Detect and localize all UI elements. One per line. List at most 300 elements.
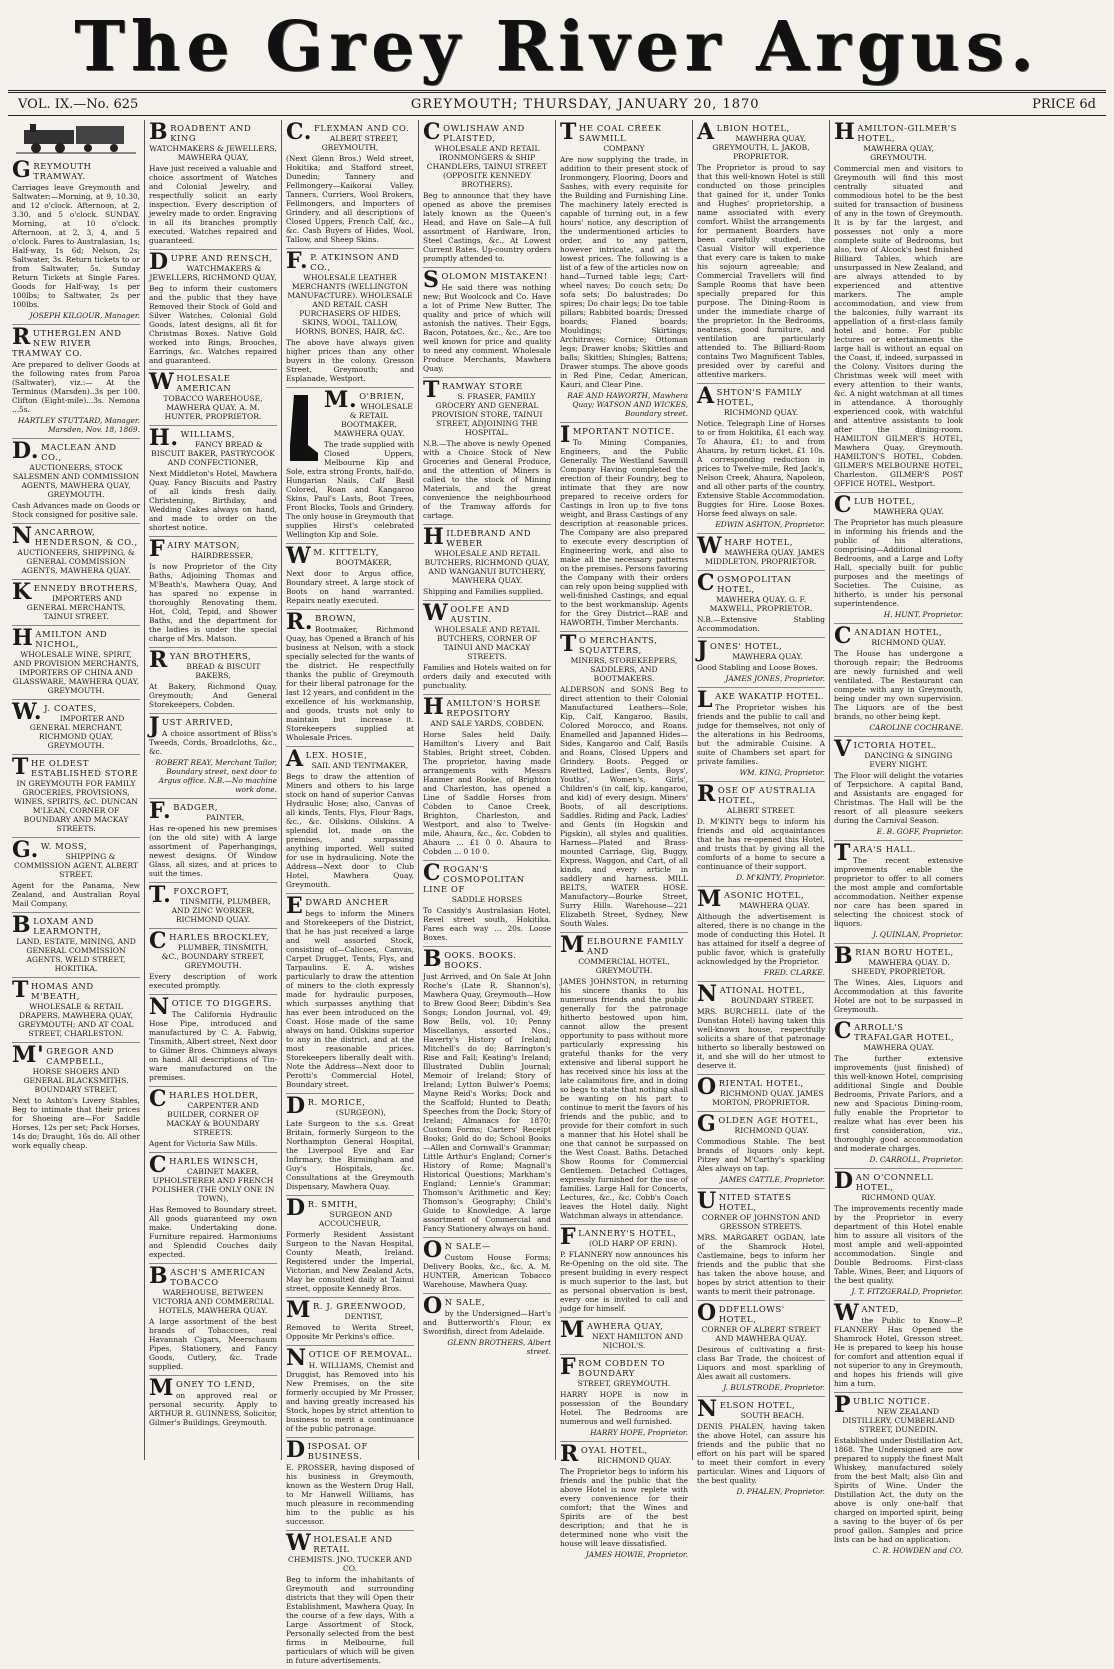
advertisement [12,913,140,978]
ad-body: Although the advertisement is altered, there is no change in the mode of conducting this Hotel. It has attained for itself a degree of public favor, which is gratefully acknowledged by the Proprietor. [697,912,825,966]
advertisement [560,933,688,1225]
ad-title: T.FOXCROFT, [149,882,230,908]
ad-signature: JAMES HOWIE, Proprietor. [585,1550,688,1559]
ad-body: Next door to Argus office, Boundary street. A large stock of Boots on hand warranted. Repairs neatly executed. [286,569,414,605]
ad-title: COWLISHAW AND PLAISTED, [423,119,525,145]
ad-body: P. FLANNERY now announces his Re-Opening on the old site. The present building in every respect is much superior to the last, but as personal observation is best, every one is invited to call and judge for himself. [560,1250,688,1313]
ad-title: F.BADGER, [149,798,219,824]
ad-body: To Cassidy's Australasian Hotel, Revel street south, Hokitika. Fares each way ... 20s. Loose Boxes. [423,906,551,942]
ad-signature: H. HUNT, Proprietor. [883,610,963,619]
ad-subtitle: MAWHERA QUAY. D. SHEEDY, PROPRIETOR. [851,958,950,976]
ad-subtitle: RICHMOND QUAY. [861,1193,936,1202]
ad-title: CHARLES HOLDER, [149,1086,259,1112]
ad-signature: C. R. HOWDEN and CO. [872,1546,963,1555]
advertisement [149,1153,277,1264]
ad-title: CANADIAN HOTEL, [834,623,943,649]
ad-title: G.W. MOSS, [12,837,88,863]
ad-title: WHOLESALE AND RETAIL [286,1530,393,1556]
advertisement [423,695,551,861]
ad-title: GOLDEN AGE HOTEL, [697,1111,819,1137]
ad-body: (Next Glenn Bros.) Weld street, Hokitika; and Stafford street, Dunedin; Tannery and Fellmongery—Kaikorai Valley. Tanners, Curriers, Wool Brokers, Fellmongers, and Importers of Grindery, and all descriptions of Closed Uppers, French Calf, &c., &c. Cash Buyers of Hides, Wool, Tallow, and Sheep Skins. [286,154,414,244]
ad-title: ON SALE, [423,1293,486,1319]
masthead-title: The Grey River Argus. [74,7,1040,87]
ad-title: HAMILTON AND NICHOL, [12,625,108,651]
ad-body: Custom House Forms; Delivery Books, &c., &c. A. M. HUNTER, American Tobacco Warehouse, Mawhera Quay. [423,1253,551,1289]
ad-body: Commercial men and visitors to Greymouth will find this most centrally situated and commodious hotel to be the best suited for transaction of business of any in the town of Greymouth. It is by far the largest, and possesses not only a more complete suite of Bedrooms, but also, two of Alcock's best finished Billiard Tables, which are unsurpassed in New Zealand, and are always attended to by experienced and attentive markers. The ample accommodation, and view from the balconies, fully warrant its appellation of a first-class family hotel and home. For public lectures or entertainments the large hall is without an equal on the Coast, if, indeed, surpassed in the Colony. Visitors during the Christmas week will meet with every attention to their wants, &c. A night watchman at all times in attendance. A thoroughly experienced cook, with watchful and attentive assistants to look after the dining-room. HAMILTON GILMER'S HOTEL, Mawhera Quay, Greymouth. HAMILTON'S HOTEL, Cobden. GILMER'S MELBOURNE HOTEL, Charleston. GILMER'S POST OFFICE HOTEL, Westport. [834,164,963,488]
column-6 [693,119,830,1496]
advertisement [286,747,414,894]
ad-body: Notice. Telegraph Line of Horses to or from Hokitika, £1 each way. To Ahaura, £1; to and from Ahaura, by return ticket, £1 10s. A corresponding reduction in prices to Twelve-mile, Red Jack's, Nelson Creek, Ahaura, Napoleon, and all other parts of the country. Extensive Stable Accommodation. Buggies for Hire. Loose Boxes. Horse feed always on sale. [697,419,825,518]
ad-subtitle: STREET, GREYMOUTH. [577,1379,671,1388]
advertisement [286,1438,414,1531]
ad-signature: JAMES JONES, Proprietor. [725,674,825,683]
ad-title: SOLOMON MISTAKEN! [423,267,548,293]
ad-title: PUBLIC NOTICE. [834,1392,931,1418]
ad-title: FLANNERY'S HOTEL, [560,1224,677,1250]
advertisement [423,861,551,947]
ad-body: Is now Proprietor of the City Baths, Adjoining Thomas and M'Beath's, Mawhera Quay, And has spared no expense in thoroughly Renovating them. Hot, Cold, Tepid, and Shower Baths, and the department for the ladies is under the special charge of Mrs. Matson. [149,562,277,643]
advertisement [149,1264,277,1376]
ad-body: begs to inform the Miners and Storekeepers of the District, that he has just received a large and well assorted Stock, consisting of—Calicoes, Canvas, Carpet Drugget, Tents, Flys, and Tarpaulins. E. A. wishes particularly to draw the attention of miners to the cloth expressly made for hydraulic purposes, which surpasses anything that has ever been introduced on the Coast. Hose made of the same always on hand. Oilskins superior to any in the district, and at the most reasonable prices. Storekeepers liberally dealt with. Note the Address—Next door to Perotti's Commercial Hotel, Boundary street. [286,909,414,1089]
ad-title: WHOLESALE AMERICAN [149,369,232,395]
ad-title: R.BROWN, [286,609,357,635]
ad-body: Formerly Resident Assistant Surgeon to the Navan Hospital, County Meath, Ireland. Registered under the Imperial, Victorian, and New Zealand Acts, May be consulted daily at Tainui street, opposite Kennedy Bros. [286,1230,414,1293]
ad-title: CHARLES WINSCH, [149,1152,259,1178]
advertisement [697,688,825,782]
advertisement [560,1318,688,1355]
ad-subtitle: MAWHERA QUAY. [873,507,944,516]
advertisement [286,894,414,1094]
ad-title: ODDFELLOWS' HOTEL, [697,1300,785,1326]
advertisement [286,1298,414,1346]
ad-title: KENNEDY BROTHERS, [12,579,138,605]
ad-title: MELBOURNE FAMILY AND [560,932,684,958]
advertisement [286,249,414,388]
ad-body: The further extensive improvements (just finished) of this well-known Hotel, comprising additional Single and Double Bedrooms, Private Parlors, and a new and Spacious Dining-room, fully enable the Proprietor to realize what has ever been his first consideration, viz., thoroughly good accommodation and moderate charges. [834,1054,963,1153]
ad-title: ROYAL HOTEL, [560,1441,648,1467]
ad-subtitle: MAWHERA QUAY, GREYMOUTH. [863,144,934,162]
advertisement [149,929,277,995]
advertisement [149,799,277,883]
ad-subtitle: NEW ZEALAND DISTILLERY, CUMBERLAND STREET, DUNEDIN. [842,1407,955,1434]
ad-body: Carriages leave Greymouth and Saltwater:—Morning, at 9, 10.30, and 12 o'clock. Afternoon, at 2, 3.30, and 5 o'clock. SUNDAY. Morning, at 10 o'clock. Afternoon, at 2, 3, 4, and 5 o'clock. Fares to Australasian, 1s; Half-way, 1s 6d; Nelson, 2s; Saltwater, 3s. Return tickets to or from Saltwater, 5s. Sunday Return Tickets at Single Fares. Goods for Half-way, 1s per 100lbs; to Saltwater, 2s per 100lbs. [12,183,140,309]
ad-title: RUTHERGLEN AND NEW RIVER TRAMWAY CO. [12,324,122,358]
advertisement [149,120,277,250]
ad-subtitle: HORSE SHOERS AND GENERAL BLACKSMITHS, BOUNDARY STREET, [23,1067,129,1094]
volume-number: VOL. IX.—No. 625 [18,96,139,112]
ad-body: ALDERSON and SONS Beg to direct attention to their Colonial Manufactured Leathers—Sole, Kip, Calf, Kangaroo, Basils, Colored Morocco, and Roans. Enamelled and Japanned Hides—Sides, Kangaroo and Calf, Basils and Roans, Closed Uppers and Grindery. Boots. Pegged or Rivetted, Ladies', Gents, Boys', Youths', Women's, Girls', Children's (in calf, kip, kangaroo, and kid) of every design. Miners' Boots, of all descriptions. Saddles. Riding and Pack, Ladies' and Gents (in Hogskin and Pigskin), all styles and qualities. Harness—Plated and Brass-mounted Carriage, Gig, Buggy, Express, Waggon, and Cart, of all kinds, and every article in saddlery and harness. MILL BELTS, WATER HOSE. Manufactory—Bourke Street, Surry Hills. Warehouse—221 Elizabeth Street, Sydney, New South Wales. [560,685,688,928]
ad-title: DAN O'CONNELL HOTEL, [834,1168,934,1194]
ad-title: WOOLFE AND AUSTIN. [423,600,510,626]
ad-body: Bootmaker, Richmond Quay, has Opened a Branch of his business at Nelson, with a stock specially selected for the wants of the district. He respectfully thanks the public of Greymouth for their liberal patronage for the last 12 years, and confident in the excellence of his workmanship, and goods, trusts not only to maintain but increase it. Storekeepers supplied at Wholesale Prices. [286,625,414,742]
advertisement [697,571,825,638]
advertisement [834,1169,963,1301]
ad-subtitle: IN GREYMOUTH FOR FAMILY GROCERIES, PROVISIONS, WINES, SPIRITS, &C. DUNCAN M'LEAN, CORNER OF BOUNDARY AND MACKAY STREETS. [14,779,138,833]
ad-title: WANTED, [834,1300,900,1326]
ad-signature: JOSEPH KILGOUR, Manager. [29,311,140,320]
ad-subtitle: BOUNDARY STREET. [730,996,814,1005]
advertisement [697,982,825,1075]
ad-body: The Proprietor is proud to say that this well-known Hotel is still conducted on those principles that gained for it, under Tonks and Hughes' proprietorship, a name associated with every comfort. Whilst the arrangements for permanent Boarders have been carefully studied, the Casual Visitor will experience that every care is taken to make his sojourn agreeable; and Commercial Travellers will find Sample Rooms that have been specially prepared for this purpose. The Dining-Room is under the immediate charge of the proprietor. In the Bedrooms, neatness, good furniture, and ventilation are particularly attended to. The Billiard-Room contains Two Magnificent Tables, presided over by careful and attentive markers. [697,163,825,379]
ad-title: BASCH'S AMERICAN TOBACCO [149,1263,266,1289]
ad-title: D.MACLEAN AND CO., [12,438,117,464]
ad-subtitle: (OLD HARP OF ERIN). [588,1239,678,1248]
advertisement [697,1112,825,1189]
ad-title: TO MERCHANTS, SQUATTERS, [560,631,658,657]
ad-body: At Bakery, Richmond Quay, Greymouth; And General Storekeepers, Cobden. [149,682,277,709]
advertisement [560,120,688,423]
ad-title: CROGAN'S COSMOPOLITAN LINE OF [423,860,525,894]
ad-title: RYAN BROTHERS, [149,647,252,673]
tram-engine-icon [12,120,140,154]
advertisement [286,544,414,610]
advertisement [286,1196,414,1298]
ad-signature: HARTLEY STUTTARD, Manager. Marsden, Nov. 18, 1869. [17,416,140,434]
ad-subtitle: FANCY BREAD & BISCUIT BAKER, PASTRYCOOK AND CONFECTIONER, [151,440,275,467]
ad-title: ROSE OF AUSTRALIA HOTEL, [697,781,816,807]
ad-body: JAMES JOHNSTON, in returning his sincere thanks to his numerous friends and the public generally for the patronage hitherto bestowed upon him, cannot allow the present opportunity to pass without more particularly expressing his grateful thanks for the very extensive and liberal support he has received since his loss at the late calamitous fire, and in doing so begs to state that nothing shall be wanting on his part to continue to merit the favors of his friends and the public, and to provide for their comfort in such a manner that his Hotel shall be one that cannot be surpassed on the West Coast. Baths. Detached Show Rooms for Commercial Gentlemen. Detached Cottages, expressly furnished for the use of families. Large Hall for Concerts, Lectures, &c., &c. Cobb's Coach leaves the Hotel daily. Night Watchman always in attendance. [560,977,688,1220]
ad-title: MAWHERA QUAY, [560,1317,664,1343]
ad-subtitle: WAREHOUSE, BETWEEN VICTORIA AND COMMERCIAL HOTELS, MAWHERA QUAY. [152,1288,274,1315]
ad-title: CHARLES BROCKLEY, [149,928,270,954]
ad-subtitle: PLUMBER, TINSMITH, &C., BOUNDARY STREET, GREYMOUTH. [161,943,269,970]
ad-title: NANCARROW, HENDERSON, & CO., [12,523,138,549]
ad-subtitle: WATCHMAKERS & JEWELLERS, RICHMOND QUAY, [149,264,277,282]
column-7 [830,119,967,1555]
ad-body: The recent extensive improvements enable the proprietor to offer to all comers the most ample and comfortable accommodation. Neither expense nor care has been spared in selecting the choicest stock of liquors. [834,856,963,928]
ad-subtitle: COMPANY [603,144,645,153]
ad-body: Desirous of cultivating a first-class Bar Trade, the choicest of Liquors and most sparkling of Ales await all customers. [697,1345,825,1381]
ad-body: Next to Ashton's Livery Stables, Beg to intimate that their prices for Shoeing are—For Saddle Horses, 12s per set; Pack Horses, 14s do; Draught, 16s do. All other work equally cheap. [12,1096,140,1150]
ad-signature: HARRY HOPE, Proprietor. [590,1428,688,1437]
advertisement [149,250,277,370]
columns [8,119,1106,1665]
advertisement [423,947,551,1238]
ad-body: Beg to inform the inhabitants of Greymouth and surrounding districts that they will Open their Establishment, Mawhera Quay, In the course of a few days, With a Large Assortment of Stock, Personally selected from the best firms in Melbourne, full particulars of which will be given in future advertisements. [286,1575,414,1665]
advertisement [423,525,551,601]
advertisement [697,534,825,571]
ad-title: CARROLL'S TRAFALGAR HOTEL, [834,1018,955,1044]
ad-title: HILDEBRAND AND WEBER [423,524,532,550]
ad-title: HAMILTON-GILMER'S HOTEL, [834,119,958,145]
ad-title: MONEY TO LEND, [149,1375,256,1401]
advertisement [423,268,551,378]
ad-subtitle: CORNER OF ALBERT STREET AND MAWHERA QUAY. [701,1325,821,1343]
ad-subtitle: WHOLESALE AND RETAIL IRONMONGERS & SHIP CHANDLERS, TAINUI STREET (OPPOSITE KENNEDY BROTHERS), [426,144,548,189]
ad-signature: EDWIN ASHTON, Proprietor. [715,520,825,529]
ad-signature: D. M'KINTY, Proprietor. [736,873,825,882]
ad-title: COSMOPOLITAN HOTEL, [697,570,792,596]
ad-body: Established under Distillation Act, 1868. The Undersigned are now prepared to supply the finest Malt Whiskey, manufactured solely from the best Malt; also Gin and Spirits of Wine. Under the Distillation Act, the duty on the above is only one-half that charged on imported spirit, being a saving to the buyer of 6s per proof gallon. Samples and price lists can be had on application. [834,1436,963,1544]
ad-subtitle: MAWHERA QUAY. [732,652,803,661]
ad-subtitle: (SURGEON), [335,1108,386,1117]
ad-signature: J. BULSTRODE, Proprietor. [723,1383,825,1392]
ad-body: The Proprietor wishes his friends and the public to call and judge for themselves, not only of the alterations in his Bedrooms, but the admirable Cuisine. A suite of Chambers set apart for private families. [697,703,825,766]
advertisement [149,883,277,929]
ad-body: DENIS PHALEN, having taken the above Hotel, can assure his friends and the public that no effort on his part will be spared to meet their comfort in every particular. Wines and Liquors of the best quality. [697,1422,825,1485]
ad-title: WM. KITTELTY, [286,543,379,569]
ad-subtitle: DANCING & SINGING EVERY NIGHT. [864,751,953,769]
advertisement [560,1225,688,1318]
ad-body: The Proprietor begs to inform his friends and the public that the above Hotel is now replete with every convenience for their comfort; that the Wines and Spirits are of the best description; and that he is determined none who visit the house will leave dissatisfied. [560,1467,688,1548]
ad-subtitle: ALBERT STREET, GREYMOUTH, [321,134,399,152]
ad-title: DR. SMITH, [286,1195,358,1221]
ad-signature: FRED. CLARKE. [763,968,825,977]
ad-title: BROADBENT AND KING [149,119,252,145]
ad-body: To Mining Companies, Engineers, and the Public Generally. The Westland Sawmill Company Having completed the erection of their Foundry, beg to intimate that they are now prepared to receive orders for Castings in Iron up to five tons weight, and Brass Castings of any description at reasonable prices. The Company are also prepared to execute every description of Engineering work, and also to make all the necessary patterns on the premises. Persons favoring the Company with their orders can rely upon being supplied with well-finished Castings, and equal to the best workmanship. Agents for the Grey District—RAE and HAWORTH, Timber Merchants. [560,438,688,627]
ad-body: A choice assortment of Bliss's Tweeds, Cords, Broadcloths, &c., &c. [149,729,277,756]
advertisement [149,537,277,648]
advertisement [834,737,963,841]
ad-body: N.B.—The above is newly Opened with a Choice Stock of New Groceries and General Produce, and the attention of Miners is called to the stock of Mining Materials, and the great convenience the neighbourhood of the Tramway affords for cartage. [423,439,551,520]
ad-subtitle: MAWHERA QUAY. G. F. MAXWELL, PROPRIETOR. [709,595,813,613]
advertisement [697,384,825,534]
dateline [8,90,1106,116]
advertisement [697,1301,825,1397]
ad-subtitle: CORNER OF JOHNSTON AND GRESSON STREETS. [701,1213,821,1231]
ad-signature: ROBERT REAY, Merchant Tailor, Boundary street, next door to Argus office. N.B.—No machine work done. [155,758,277,794]
ad-body: The Proprietor has much pleasure in informing his friends and the public of his alterations, comprising—Additional Bedrooms, and a Large and Lofty Hall, specially built for public purposes and the meetings of Societies. The Cuisine, as hitherto, is under his personal superintendence. [834,518,963,608]
ad-title: M'GREGOR AND CAMPBELL, [12,1042,115,1068]
ad-signature: J. QUINLAN, Proprietor. [872,930,963,939]
ad-body: by the Undersigned—Hart's and Butterworth's Flour, ex Swordfish, direct from Adelaide. [423,1309,551,1336]
ad-body: Are now supplying the trade, in addition to their present stock of Ironmongery, Flooring, Doors and Sashes, with every requisite for the Building and Furnishing Line. The machinery lately erected is capable of turning out, in a few hours' notice, any description of the undermentioned articles to order, and to any pattern, however intricate, and at the lowest prices. The following is a list of a few of the articles now on hand—Turned table legs; Cart-wheel naves; Do couch sets; Do sofa sets; Do balustrades; Do spires; Do chair legs; Do toe table pillars; Rabbited boards; Dressed boards; Flaned boards; Mouldings; Skirtings; Architraves; Cornice; Ottoman legs; Drawer knobs; Skittles and balls; Skittles; Shingles; Battens; Drawer stumps. The above goods in Red Pine, Cedar, American, Kauri, and Clear Pine. [560,155,688,389]
ad-title: BRIAN BORU HOTEL, [834,943,954,969]
ad-title: BOOKS. BOOKS. BOOKS. [423,946,517,972]
advertisement [423,1238,551,1294]
ad-subtitle: AUCTIONEERS, SHIPPING, & GENERAL COMMISSION AGENTS, MAWHERA QUAY. [17,548,135,575]
ad-body: MRS. BURCHELL (late of the Dunstan Hotel) having taken this well-known house, respectfully solicits a share of that patronage hitherto so liberally bestowed on it, and she will do her utmost to deserve it. [697,1007,825,1070]
ad-body: MRS. MARGARET OGDAN, late of the Shamrock Hotel, Castlemaine, begs to inform her friends and the public that she has taken the above house, and hopes by strict attention to their wants to merit their patronage. [697,1233,825,1296]
ad-body: The improvements recently made by the Proprietor in every department of this Hotel enable him to assure all visitors of the most ample and well-appointed accommodation. Single and Double Bedrooms. First-class Table, Wines, Beer, and Liquors of the best quality. [834,1204,963,1285]
ad-subtitle: SURGEON AND ACCOUCHEUR, [318,1210,393,1228]
ad-title: NOTICE TO DIGGERS. [149,994,272,1020]
advertisement [423,601,551,695]
advertisement [286,1346,414,1438]
advertisement [423,1294,551,1360]
ad-body: Beg to announce that they have opened as above the premises lately known as the Queen's Head, and Have on Sale—A full assortment of Hardware, Iron, Steel Castings, &c., At Lowest Current Rates. Up-country orders promptly attended to. [423,191,551,263]
ad-title: JUST ARRIVED, [149,713,234,739]
ad-subtitle: CARPENTER AND BUILDER, CORNER OF MACKAY & BOUNDARY STREETS. [166,1101,260,1137]
ad-title: JONES' HOTEL, [697,637,783,663]
ad-subtitle: IMPORTER AND GENERAL MERCHANT, RICHMOND QUAY, GREYMOUTH. [29,714,125,750]
ad-body: Agent for Victoria Saw Mills. [149,1139,258,1148]
ad-title: THE OLDEST ESTABLISHED STORE [12,754,139,780]
ad-body: Removed to Werita Street, Opposite Mr Perkins's office. [286,1323,414,1341]
ad-title: IMPORTANT NOTICE. [560,422,675,448]
ad-subtitle: DENTIST, [344,1312,383,1321]
advertisement [12,524,140,580]
ad-subtitle: LAND, ESTATE, MINING, AND GENERAL COMMISSION AGENTS, WELD STREET, HOKITIKA. [16,937,136,973]
ad-subtitle: MAWHERA QUAY, GREYMOUTH, L. JAKOB, PROPRIETOR. [712,134,810,161]
ad-subtitle: SAIL AND TENTMAKER, [311,761,409,770]
ad-title: ORIENTAL HOTEL, [697,1074,804,1100]
ad-body: Has re-opened his new premises (on the old site) with A large assortment of Paperhangings, newest designs. Of Window Glass, all sizes, and at prices to suit the times. [149,824,277,878]
advertisement [697,887,825,982]
advertisement [286,388,414,544]
advertisement [286,120,414,249]
ad-body: HARRY HOPE is now in possession of the Boundary Hotel. The Bedrooms are numerous and well furnished. [560,1390,688,1426]
advertisement [149,648,277,714]
ad-subtitle: CABINET MAKER, UPHOLSTERER AND FRENCH POLISHER (THE ONLY ONE IN TOWN), [151,1167,275,1203]
ad-body: Good Stabling and Loose Boxes. [697,663,818,672]
ad-subtitle: BOOTMAKER, [335,558,392,567]
ad-subtitle: RICHMOND QUAY. [734,1126,809,1135]
column-1 [8,120,145,1460]
ad-subtitle: AND SALE YARDS, COBDEN. [430,719,544,728]
advertisement [423,120,551,268]
ad-title: CLUB HOTEL, [834,492,916,518]
ad-signature: J. T. FITZGERALD, Proprietor. [851,1287,963,1296]
ad-body: The Wines, Ales, Liquors and Accommodation at this favorite Hotel are not to be surpassed in Greymouth. [834,978,963,1014]
ad-body: on approved real or personal security. Apply to ARTHUR R. GUINNESS, Solicitor, Gilmer's Buildings, Greymouth. [149,1391,277,1427]
ad-title: TRAMWAY STORE [423,377,523,403]
ad-title: EDWARD ANCHER [286,893,389,919]
ad-body: Have just received a valuable and choice assortment of Watches and Colonial Jewelry, and respectfully solicit an early inspection. Every description of jewelry made to order. Engraving in all its branches promptly executed. Watches repaired and guaranteed. [149,164,277,245]
ad-title: M.O'BRIEN, [324,387,405,413]
ad-subtitle: WHOLESALE LEATHER MERCHANTS (WELLINGTON MANUFACTURE). WHOLESALE AND RETAIL CASH PURCHASERS OF HIDES, SKINS, WOOL, TALLOW, HORNS, BONES, HAIR, &C. [287,273,413,336]
advertisement [286,1094,414,1196]
ad-subtitle: BREAD & BISCUIT BAKERS, [186,662,261,680]
ad-title: TARA'S HALL. [834,840,916,866]
ad-subtitle: RICHMOND QUAY. [871,638,946,647]
ad-title: GREYMOUTH TRAMWAY. [12,157,92,183]
ad-title: ALEX. HOSIE, [286,746,368,772]
ad-signature: CAROLINE COCHRANE. [869,723,963,732]
ad-body: He said there was nothing new; But Woolcock and Co. Have a lot of Prime New Butter, The quality and price of which will astonish the natives. Their Eggs, Bacon, Potatoes, &c., &c., Are too well known for price and quality to need any comment. Wholesale Produce Merchants, Mawhera Quay. [423,283,551,373]
advertisement [12,700,140,755]
ad-signature: E. B. GOFF, Proprietor. [876,827,963,836]
ad-subtitle: RICHMOND QUAY. [723,408,799,417]
ad-subtitle: WHOLESALE & RETAIL BOOTMAKER, MAWHERA QUAY. [333,402,413,438]
advertisement [560,1355,688,1442]
ad-title: NATIONAL HOTEL, [697,981,806,1007]
advertisement [12,1043,140,1154]
ad-signature: RAE AND HAWORTH, Mawhera Quay; WATSON AND WICKES, Boundary street. [567,391,688,418]
ad-body: N.B.—Extensive Stabling Accommodation. [697,615,825,633]
advertisement [697,1189,825,1301]
advertisement [149,1376,277,1431]
ad-body: E. PROSSER, having disposed of his business in Greymouth, known as the Western Drug Hall, to Mr Hanwell Williams, has much pleasure in recommending him to the public as his successor. [286,1463,414,1526]
ad-title: ASHTON'S FAMILY HOTEL, [697,383,803,409]
ad-subtitle: MAWHERA QUAY. [863,1043,934,1052]
advertisement [12,755,140,838]
column-2 [145,120,282,1460]
ad-body: H. WILLIAMS, Chemist and Druggist, has Removed into his New Premises, on the site formerly occupied by Mr Prosser, and having greatly increased his Stock, hopes by strict attention to business to merit a continuance of the public patronage. [286,1361,414,1433]
advertisement [834,841,963,944]
advertisement [12,158,140,325]
price: PRICE 6d [1032,96,1096,112]
ad-body: Horse Sales held Daily. Hamilton's Livery and Bait Stables, Bright street, Cobden. The proprietor, having made arrangements with Messrs Hanmer and Rooke, of Brighton and Charleston, has opened a Line of Saddle Horses from Cobden to Canoe Creek, Brighton, Charleston, and Westport, and also to Twelve-mile, Ahaura, &c., &c. Cobden to Ahaura ... £1 0 0. Ahaura to Cobden ... 0 10 0. [423,730,551,856]
advertisement [286,610,414,747]
ad-title: DUPRE AND RENSCH, [149,249,273,275]
advertisement [560,632,688,933]
ad-subtitle: PAINTER, [205,813,245,822]
ad-subtitle: WATCHMAKERS & JEWELLERS, MAWHERA QUAY, [149,144,277,162]
ad-signature: D. CARROLL, Proprietor. [869,1155,963,1164]
advertisement [834,1393,963,1559]
advertisement [12,838,140,913]
ad-subtitle: CHEMISTS. JNO. TUCKER AND CO. [288,1555,412,1573]
ad-body: Are prepared to deliver Goods at the following rates from Paroa (Saltwater), viz.:— At the Terminus (Marsden)..3s per 100. Clifton (Eight-mile)...3s. Nemona ...5s. [12,360,140,414]
ad-subtitle: COMMERCIAL HOTEL, GREYMOUTH. [578,957,670,975]
ad-subtitle: WHOLESALE AND RETAIL BUTCHERS, RICHMOND QUAY, AND WANGANUI BUTCHERY, MAWHERA QUAY. [424,549,550,585]
advertisement [560,423,688,632]
advertisement [834,493,963,624]
ad-body: The House has undergone a thorough repair; the Bedrooms are newly furnished and well ventilated. The Restaurant can compete with any in Greymouth, being under my own supervision. The Liquors are of the best brands, no other being kept. [834,649,963,721]
ad-title: WHARF HOTEL, [697,533,794,559]
ad-body: Begs to draw the attention of Miners and others to his large stock on hand of superior Canvas Hydraulic Hose; also, Canvas of all kinds, Tents, Flys, Flour Bags, &c., &c. Oilskins. Oilskins. A splendid lot, made on the premises, and surpassing anything imported. Well suited for use in hydraulicing. Note the Address—Next door to Club Hotel, Mawhera Quay, Greymouth. [286,772,414,889]
advertisement [697,120,825,384]
column-3 [282,119,419,1665]
ad-title: F.P. ATKINSON AND CO., [286,248,400,274]
ad-title: FAIRY MATSON, [149,536,240,562]
ad-title: C.FLEXMAN AND CO. [286,119,410,145]
ad-title: W.J. COATES, [12,699,97,725]
advertisement [834,120,963,493]
ad-title: H.WILLIAMS, [149,425,236,451]
ad-subtitle: NEXT HAMILTON AND NICHOL'S. [592,1332,683,1350]
ad-subtitle: RICHMOND QUAY. [597,1456,672,1465]
advertisement [286,1531,414,1669]
ad-body: Late Surgeon to the s.s. Great Britain, formerly Surgeon to the Northampton General Hospital, the Liverpool Eye and Ear Infirmary, the Birmingham and Guy's Hospitals, &c. Consultations at the Greymouth Dispensary, Mawhera Quay. [286,1119,414,1191]
advertisement [560,1442,688,1563]
ad-body: The California Hydraulic Hose Pipe, introduced and manufactured by C. A. Fabwig, Tinsmith, Albert street, Next door to Gilmer Bros. Chimneys always on hand. All descriptions of Tin-ware manufactured on the premises. [149,1010,277,1082]
ad-body: Has Removed to Boundary street. All goods guaranteed my own make. Undertaking done. Furniture repaired. Harmoniums and Splendid Couches daily expected. [149,1205,277,1259]
ad-subtitle: IMPORTERS AND GENERAL MERCHANTS, TAINUI STREET. [26,594,126,621]
ad-body: The trade supplied with Closed Uppers, Melbourne Kip and Sole, extra strong Fronts, half-do, Hungarian Nails, Calf Basil Colored, Roan and Kangaroo Skins, Paul's Lasts, Boot Trees, Front Blocks, Tools and Grindery. The only house in Greymouth that supplies Hirst's celebrated Wellington Kip and Sole. [286,440,414,539]
ad-subtitle: S. FRASER, FAMILY GROCERY AND GENERAL PROVISION STORE, TAINUI STREET, ADJOINING THE HOSPITAL. [431,392,543,437]
ad-body: Families and Hotels waited on for orders daily and executed with punctuality. [423,663,551,690]
ad-subtitle: WHOLESALE WINE, SPIRIT, AND PROVISION MERCHANTS, IMPORTERS OF CHINA AND GLASSWARE, MAWHERA QUAY, GREYMOUTH. [12,650,140,695]
advertisement [697,782,825,887]
ad-body: Just Arrived, and On Sale At John Roche's (Late R. Shannon's), Mawhera Quay, Greymouth—How to Brew Good Beer; Dibdin's Sea Songs; London Journal, vol. 49; Bow Bells, vol. 10; Penny Miscellanys, assorted Nos.; Haverty's History of Ireland; Mitchell's do do; Barrington's Rise and Fall; Keating's Ireland; Illustrated Dublin Journal; Memoir of Ireland; Story of Ireland; Lytton Bulwer's Poems; Mayne Reid's Works; Dock and the Scaffold; Hunted to Death; Speeches from the Dock; Story of Ireland; Almanacs for 1870; Custom Forms; Carters' Receipt Books; Gold do do; School Books—Allen and Cornwall's Grammar; Little Arthur's England; Corner's History of Rome; Magnall's Historical Questions; Markham's England; Lennie's Grammar; Thomson's Arithmetic and Key; Thomson's Geography; Child's Guide to Knowledge. A large assortment of Commercial and Fancy Stationery always on hand. [423,972,551,1233]
ad-title: UNITED STATES HOTEL, [697,1188,792,1214]
ad-title: MASONIC HOTEL, [697,886,805,912]
advertisement [149,1087,277,1153]
advertisement [12,580,140,626]
ad-subtitle: ALBERT STREET. [726,806,796,815]
ad-subtitle: AUCTIONEERS, STOCK SALESMEN AND COMMISSION AGENTS, MAWHERA QUAY, GREYMOUTH. [12,463,140,499]
ad-body: The above have always given higher prices than any other buyers in the colony. Gresson Street, Greymouth; and Esplanade, Westport. [286,338,414,383]
ad-title: DR. MORICE, [286,1093,366,1119]
advertisement [12,978,140,1043]
ad-subtitle: SOUTH BEACH. [740,1411,805,1420]
ad-subtitle: TOBACCO WAREHOUSE, MAWHERA QUAY. A. M. HUNTER, PROPRIETOR. [163,394,263,421]
ad-subtitle: HAIRDRESSER, [191,551,254,560]
ad-title: FROM COBDEN TO BOUNDARY [560,1354,666,1380]
ad-title: VICTORIA HOTEL. [834,736,937,762]
ad-body: Agent for the Panama, New Zealand, and Australian Royal Mail Company. [12,881,140,908]
advertisement [149,995,277,1087]
ad-body: Next Middleton's Hotel, Mawhera Quay. Fancy Biscuits and Pastry of all kinds fresh daily. Christening, Birthday, and Wedding Cakes always on hand, and made to order on the shortest notice. [149,469,277,532]
ad-body: Every description of work executed promptly. [149,972,277,990]
ad-title: BLOXAM AND LEARMONTH, [12,912,102,938]
ad-signature: JAMES CATTLE, Proprietor. [720,1175,825,1184]
advertisement [149,370,277,426]
ad-signature: GLENN BROTHERS, Albert street. [447,1338,551,1356]
advertisement [834,1301,963,1393]
ad-subtitle: TINSMITH, PLUMBER, AND ZINC WORKER, RICHMOND QUAY. [171,897,271,924]
advertisement [834,624,963,737]
ad-title: THOMAS AND M'BEATH, [12,977,94,1003]
advertisement [12,325,140,439]
ad-title: THE COAL CREEK SAWMILL [560,119,662,145]
advertisement [12,439,140,524]
place-date: GREYMOUTH; THURSDAY, JANUARY 20, 1870 [410,96,760,112]
ad-body: Cash Advances made on Goods or Stock consigned for positive sale. [12,501,140,519]
advertisement [697,1397,825,1500]
